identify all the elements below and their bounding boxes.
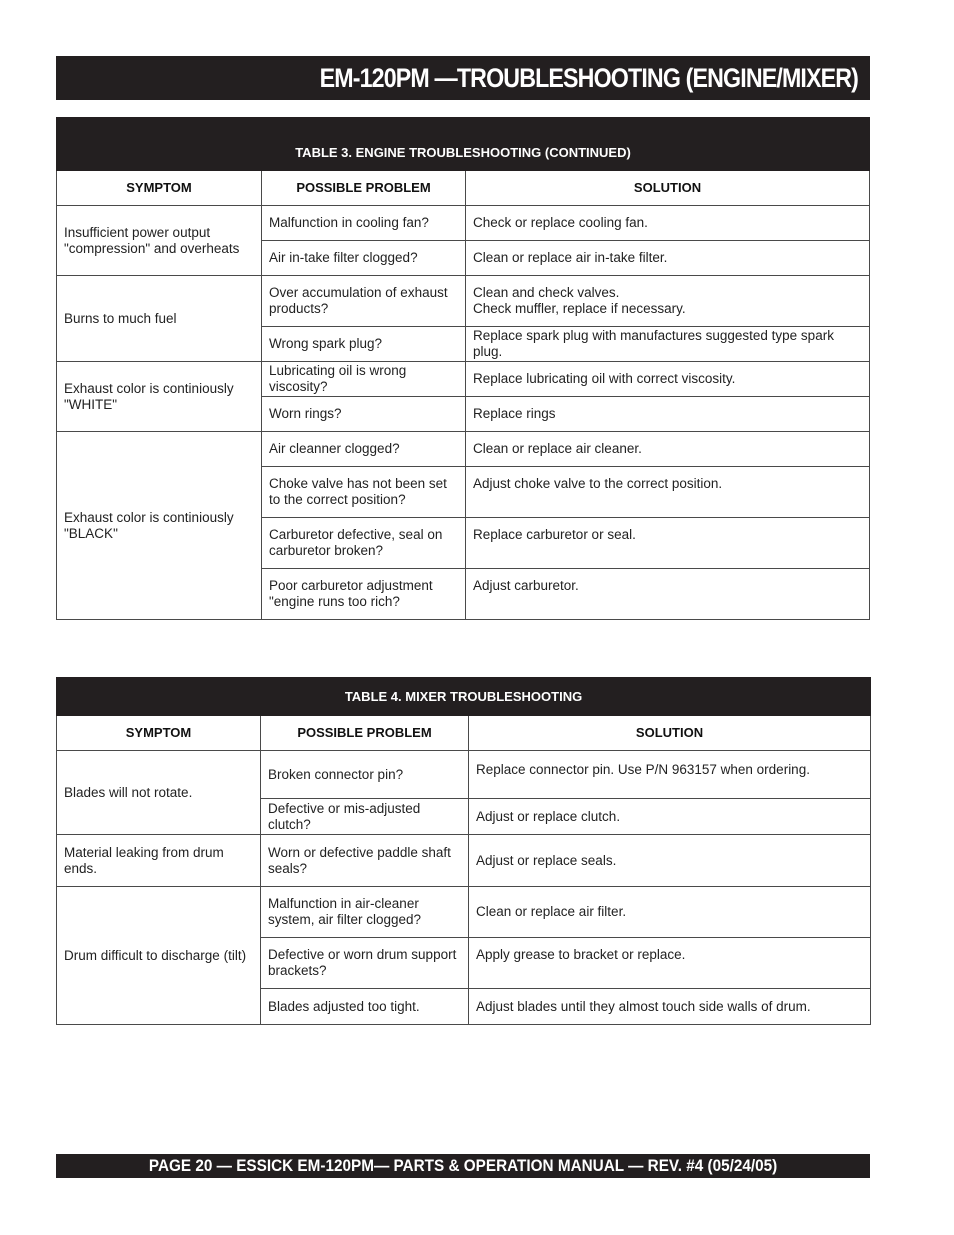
- symptom-cell: Insufficient power output "compression" and overheats: [57, 206, 262, 276]
- problem-cell: Malfunction in cooling fan?: [262, 206, 466, 241]
- table-title: TABLE 4. MIXER TROUBLESHOOTING: [57, 678, 871, 716]
- symptom-cell: Drum difficult to discharge (tilt): [57, 887, 261, 1025]
- problem-cell: Defective or mis-adjusted clutch?: [261, 799, 469, 835]
- problem-cell: Worn or defective paddle shaft seals?: [261, 835, 469, 887]
- problem-cell: Choke valve has not been set to the correct position?: [262, 467, 466, 518]
- table-title: TABLE 3. ENGINE TROUBLESHOOTING (CONTINUED): [57, 118, 870, 171]
- problem-cell: Lubricating oil is wrong viscosity?: [262, 362, 466, 397]
- table-row: [57, 887, 871, 938]
- problem-cell: Defective or worn drum support brackets?: [261, 938, 469, 989]
- problem-cell: Wrong spark plug?: [262, 327, 466, 362]
- solution-cell: Clean or replace air cleaner.: [466, 432, 870, 467]
- mixer-troubleshooting-table: [56, 677, 871, 1025]
- column-header-solution: SOLUTION: [466, 171, 870, 206]
- symptom-cell: Exhaust color is continiously "WHITE": [57, 362, 262, 432]
- solution-cell: Adjust or replace seals.: [469, 835, 871, 887]
- problem-cell: Air in-take filter clogged?: [262, 241, 466, 276]
- problem-cell: Over accumulation of exhaust products?: [262, 276, 466, 327]
- table-row: [57, 432, 870, 467]
- column-header-problem: POSSIBLE PROBLEM: [261, 716, 469, 751]
- column-header-solution: SOLUTION: [469, 716, 871, 751]
- problem-cell: Blades adjusted too tight.: [261, 989, 469, 1025]
- problem-cell: Malfunction in air-cleaner system, air filter clogged?: [261, 887, 469, 938]
- table-row: [57, 362, 870, 397]
- table-row: [57, 835, 871, 887]
- solution-cell: Replace carburetor or seal.: [466, 518, 870, 569]
- problem-cell: Poor carburetor adjustment "engine runs too rich?: [262, 569, 466, 620]
- problem-cell: Air cleanner clogged?: [262, 432, 466, 467]
- column-header-symptom: SYMPTOM: [57, 171, 262, 206]
- page-title: EM-120PM —TROUBLESHOOTING (ENGINE/MIXER): [319, 62, 858, 93]
- page-footer: [56, 1154, 870, 1178]
- solution-cell: Apply grease to bracket or replace.: [469, 938, 871, 989]
- page-header: [56, 56, 870, 100]
- solution-cell: Clean or replace air filter.: [469, 887, 871, 938]
- symptom-cell: Exhaust color is continiously "BLACK": [57, 432, 262, 620]
- solution-cell: Replace connector pin. Use P/N 963157 when ordering.: [469, 751, 871, 799]
- problem-cell: Carburetor defective, seal on carburetor broken?: [262, 518, 466, 569]
- problem-cell: Worn rings?: [262, 397, 466, 432]
- solution-cell: Adjust carburetor.: [466, 569, 870, 620]
- solution-cell: Check or replace cooling fan.: [466, 206, 870, 241]
- table-row: [57, 751, 871, 799]
- solution-cell: Clean and check valves. Check muffler, replace if necessary.: [466, 276, 870, 327]
- column-header-symptom: SYMPTOM: [57, 716, 261, 751]
- problem-cell: Broken connector pin?: [261, 751, 469, 799]
- solution-cell: Replace rings: [466, 397, 870, 432]
- column-header-problem: POSSIBLE PROBLEM: [262, 171, 466, 206]
- solution-cell: Replace spark plug with manufactures suggested type spark plug.: [466, 327, 870, 362]
- table-row: [57, 206, 870, 241]
- footer-text: PAGE 20 — ESSICK EM-120PM— PARTS & OPERATION MANUAL — REV. #4 (05/24/05): [148, 1156, 778, 1175]
- solution-cell: Adjust choke valve to the correct position.: [466, 467, 870, 518]
- solution-cell: Adjust or replace clutch.: [469, 799, 871, 835]
- symptom-cell: Burns to much fuel: [57, 276, 262, 362]
- solution-cell: Adjust blades until they almost touch side walls of drum.: [469, 989, 871, 1025]
- table-row: [57, 276, 870, 327]
- solution-cell: Clean or replace air in-take filter.: [466, 241, 870, 276]
- solution-cell: Replace lubricating oil with correct viscosity.: [466, 362, 870, 397]
- symptom-cell: Material leaking from drum ends.: [57, 835, 261, 887]
- engine-troubleshooting-table: [56, 117, 870, 620]
- symptom-cell: Blades will not rotate.: [57, 751, 261, 835]
